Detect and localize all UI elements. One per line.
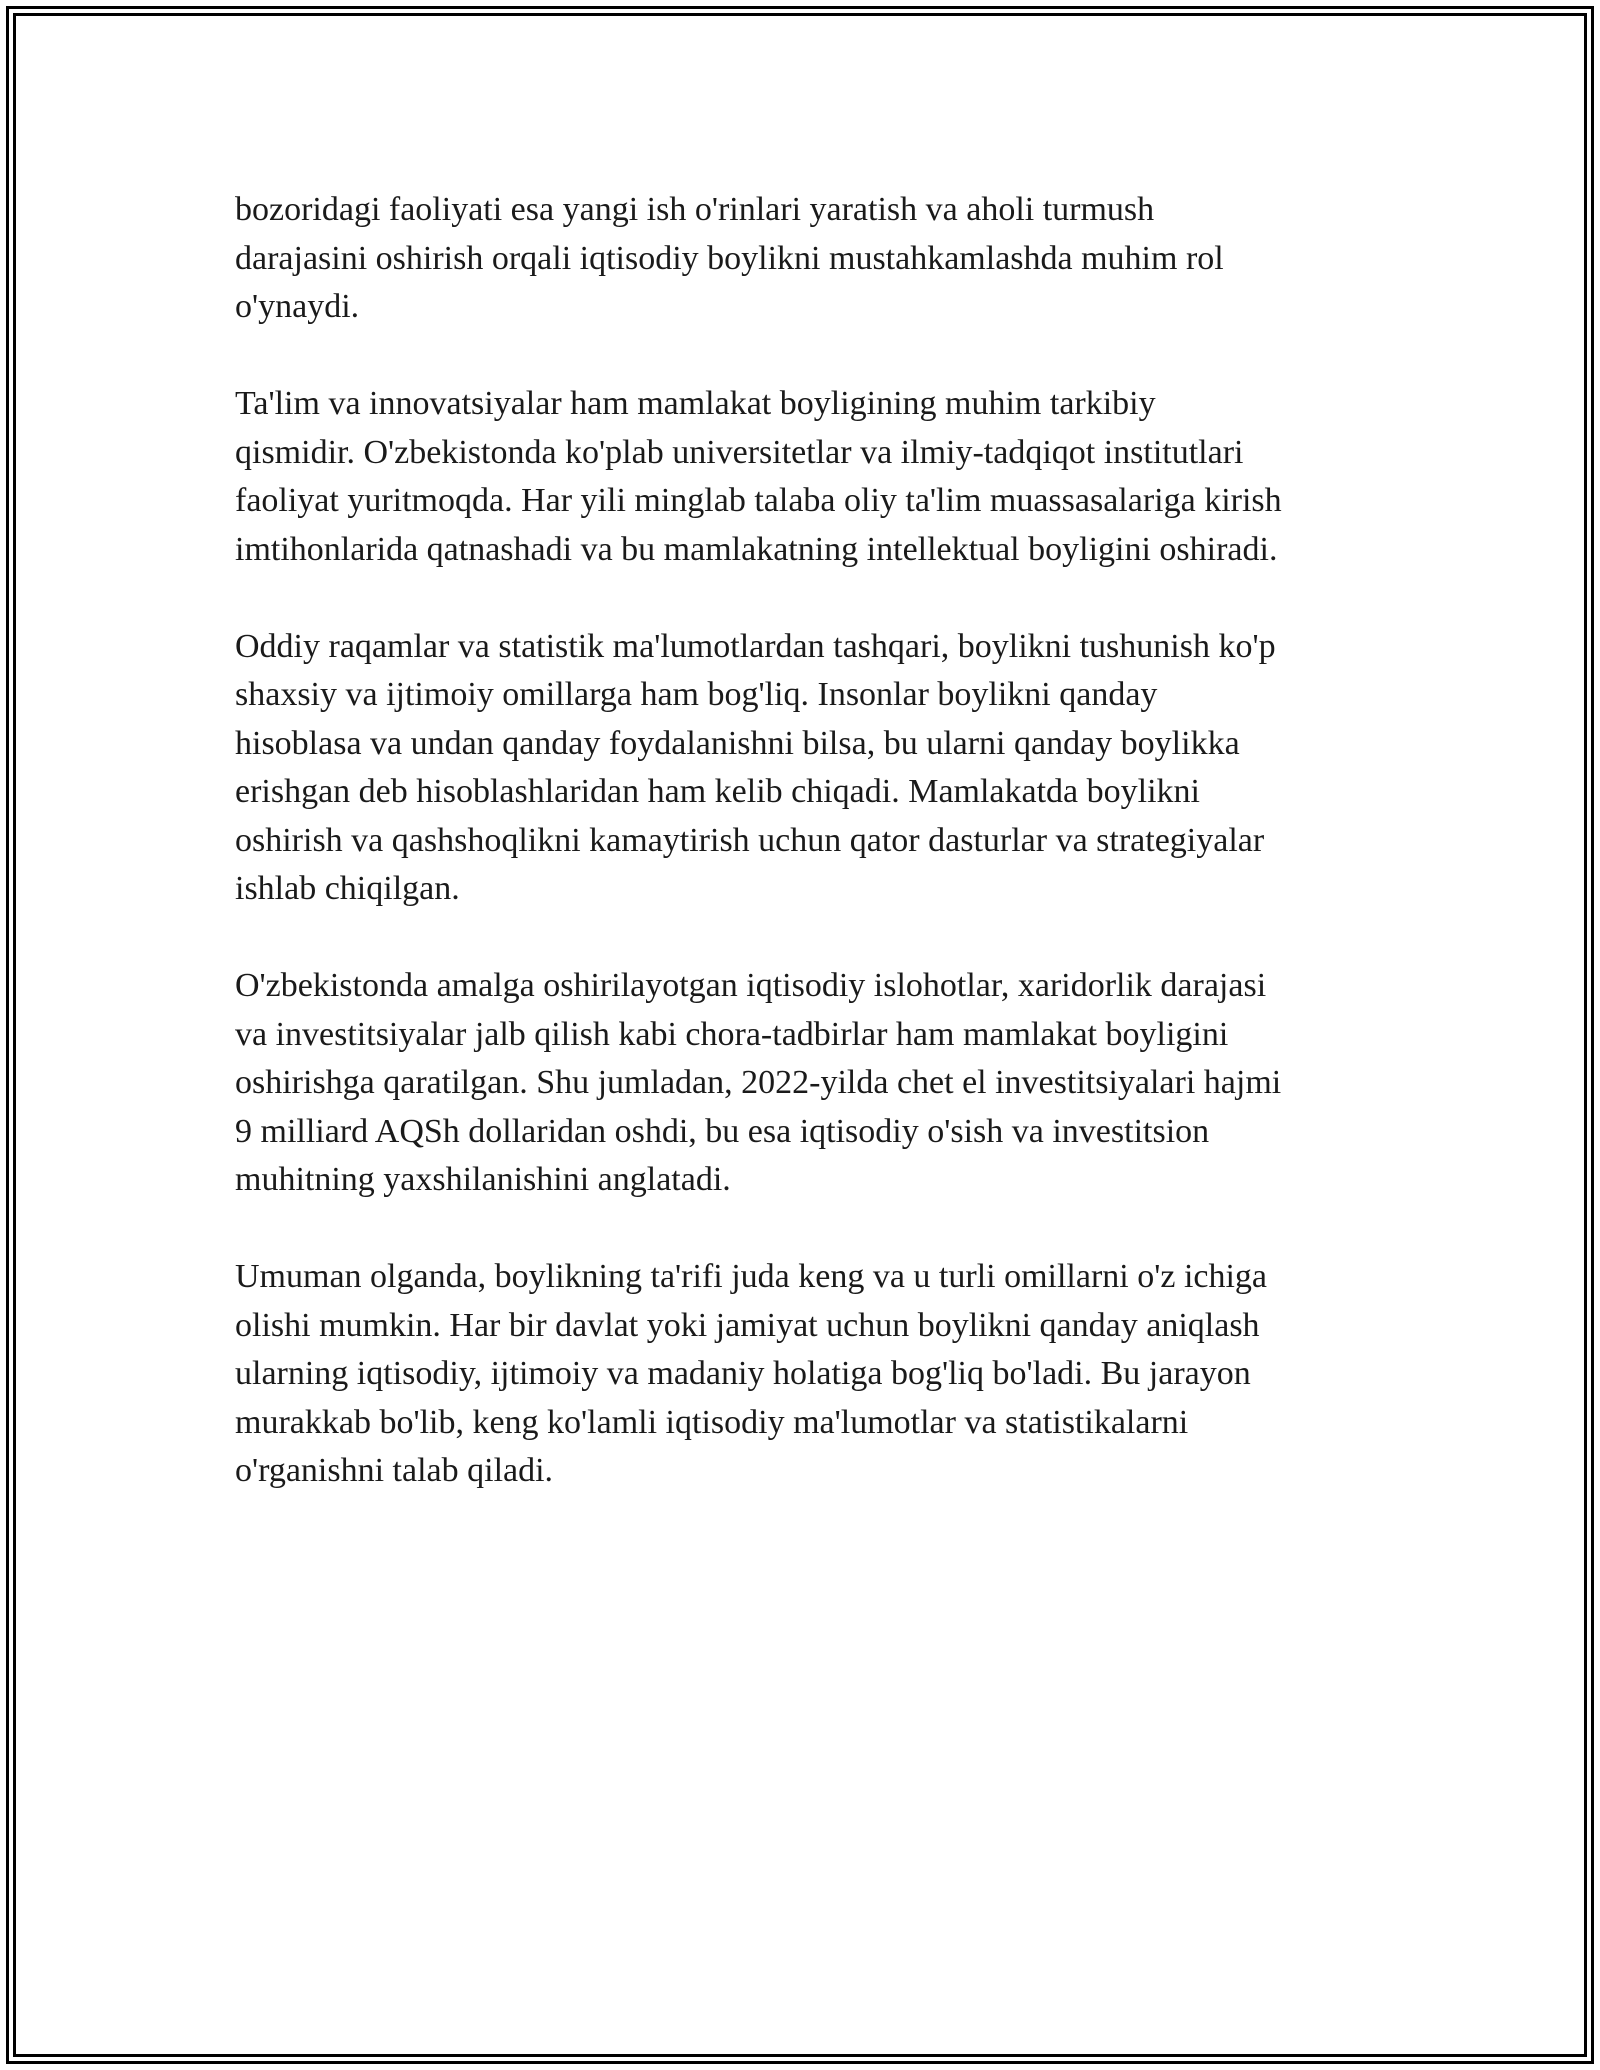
paragraph-5: Umuman olganda, boylikning ta'rifi juda keng va u turli omillarni o'z ichiga olishi mumkin. Har bir davlat yoki jamiyat uchun boylikni qanday aniqlash ularning iqtisodiy, ijtimoiy va madaniy holatiga bog'liq bo'ladi. Bu jarayon murakkab bo'lib, keng ko'lamli iqtisodiy ma'lumotlar va statistikalarni o'rganishni talab qiladi.: [235, 1258, 1268, 1489]
document-body: [235, 186, 1375, 1544]
paragraph-2: Ta'lim va innovatsiyalar ham mamlakat boyligining muhim tarkibiy qismidir. O'zbekistonda ko'plab universitetlar va ilmiy-tadqiqot institutlari faoliyat yuritmoqda. Har yili minglab talaba oliy ta'lim muassasalariga kirish imtihonlarida qatnashadi va bu mamlakatning intellektual boyligini oshiradi.: [235, 385, 1282, 568]
paragraph-1: bozoridagi faoliyati esa yangi ish o'rinlari yaratish va aholi turmush darajasini oshirish orqali iqtisodiy boylikni mustahkamlashda muhim rol o'ynaydi.: [235, 191, 1224, 325]
paragraph-3: Oddiy raqamlar va statistik ma'lumotlardan tashqari, boylikni tushunish ko'p shaxsiy va ijtimoiy omillarga ham bog'liq. Insonlar boylikni qanday hisoblasa va undan qanday foydalanishni bilsa, bu ularni qanday boylikka erishgan deb hisoblashlaridan ham kelib chiqadi. Mamlakatda boylikni oshirish va qashshoqlikni kamaytirish uchun qator dasturlar va strategiyalar ishlab chiqilgan.: [235, 627, 1276, 907]
paragraph-4: O'zbekistonda amalga oshirilayotgan iqtisodiy islohotlar, xaridorlik darajasi va investitsiyalar jalb qilish kabi chora-tadbirlar ham mamlakat boyligini oshirishga qaratilgan. Shu jumladan, 2022-yilda chet el investitsiyalari hajmi 9 milliard AQSh dollaridan oshdi, bu esa iqtisodiy o'sish va investitsion muhitning yaxshilanishini anglatadi.: [235, 967, 1282, 1198]
